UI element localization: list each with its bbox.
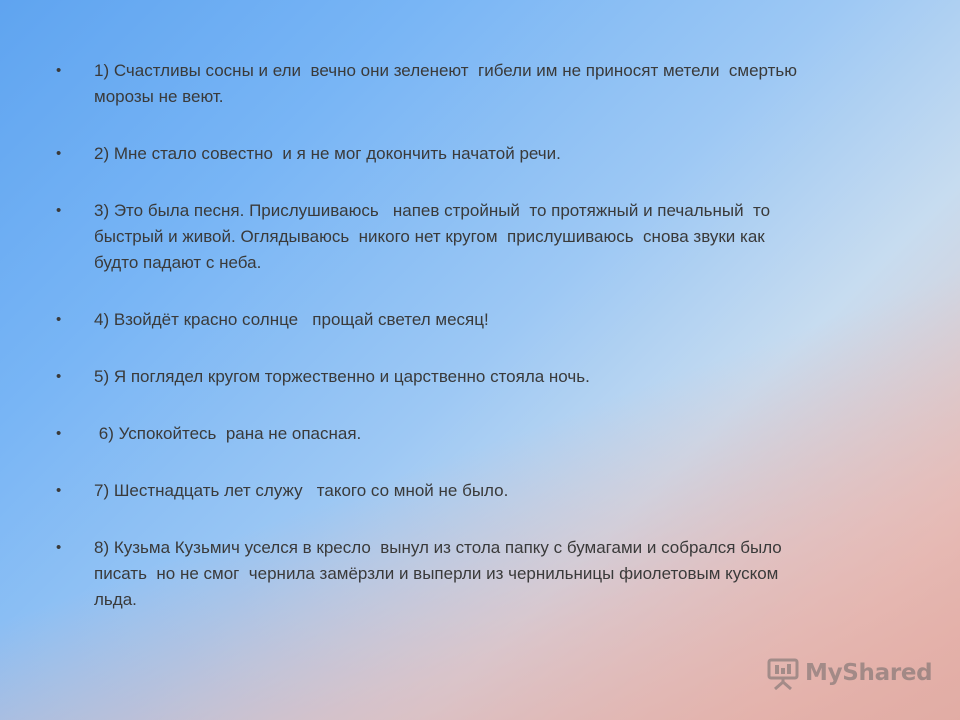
sentence-1: 1) Счастливы сосны и ели вечно они зеленеют гибели им не приносят метели смертью морозы не веют. (94, 61, 798, 106)
bullet-icon: • (56, 202, 62, 219)
sentence-2: 2) Мне стало совестно и я не мог докончить начатой речи. (94, 144, 561, 163)
bullet-list (56, 58, 906, 644)
list-item (56, 421, 906, 447)
list-item (56, 198, 906, 276)
sentence-8: 8) Кузьма Кузьмич уселся в кресло вынул из стола папку с бумагами и собрался было писать но не смог чернила замёрзли и выперли из чернильницы фиолетовым куском льда. (94, 538, 782, 609)
sentence-7: 7) Шестнадцать лет служу такого со мной не было. (94, 481, 509, 500)
list-item (56, 364, 906, 390)
bullet-icon: • (56, 311, 62, 328)
sentence-5: 5) Я поглядел кругом торжественно и царственно стояла ночь. (94, 367, 590, 386)
list-item (56, 307, 906, 333)
logo-text: MyShared (805, 660, 933, 686)
bullet-icon: • (56, 425, 62, 442)
bullet-icon: • (56, 62, 62, 79)
list-item (56, 141, 906, 167)
list-item (56, 478, 906, 504)
presentation-board-icon (767, 656, 799, 690)
list-item (56, 58, 906, 110)
myshared-logo (767, 656, 932, 690)
list-item (56, 535, 906, 613)
bullet-icon: • (56, 482, 62, 499)
sentence-6: 6) Успокойтесь рана не опасная. (94, 424, 362, 443)
bullet-icon: • (56, 145, 62, 162)
bullet-icon: • (56, 368, 62, 385)
bullet-icon: • (56, 539, 62, 556)
sentence-3: 3) Это была песня. Прислушиваюсь напев стройный то протяжный и печальный то быстрый и живой. Оглядываюсь никого нет кругом прислушиваюсь снова звуки как будто падают с неба. (94, 201, 771, 272)
sentence-4: 4) Взойдёт красно солнце прощай светел месяц! (94, 310, 489, 329)
